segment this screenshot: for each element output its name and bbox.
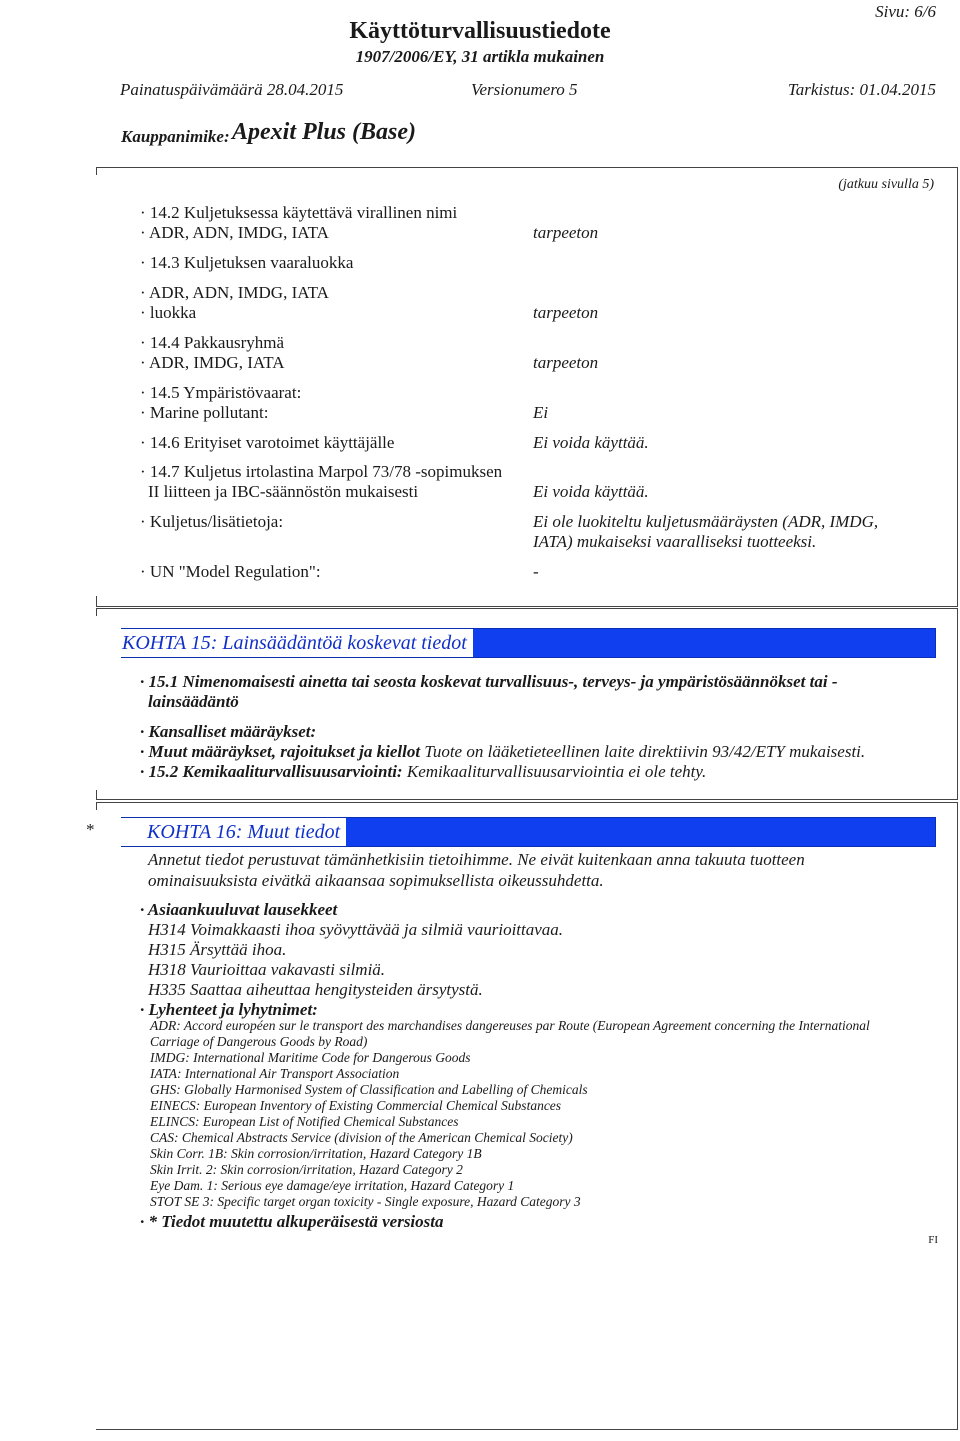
row-14-3-class: · luokka [140, 303, 197, 322]
intro-line-2: ominaisuuksista eivätkä aikaansaa sopimuksellista oikeussuhdetta. [148, 871, 604, 890]
print-date: Painatuspäivämäärä 28.04.2015 [120, 80, 344, 99]
csa-label: · 15.2 Kemikaaliturvallisuusarviointi: [140, 762, 403, 781]
chemical-safety-assessment [140, 762, 706, 782]
abbr-skin-irrit: Skin Irrit. 2: Skin corrosion/irritation, Hazard Category 2 [150, 1162, 463, 1177]
language-code: FI [928, 1234, 938, 1246]
phrase-h314: H314 Voimakkaasti ihoa syövyttävää ja silmiä vaurioittavaa. [148, 920, 564, 939]
other-regulations [140, 742, 865, 762]
row-14-6-label: · 14.6 Erityiset varotoimet käyttäjälle [140, 433, 395, 452]
phrase-h318: H318 Vaurioittaa vakavasti silmiä. [148, 960, 386, 979]
section-16-title: KOHTA 16: Muut tiedot [121, 818, 346, 846]
abbr-adr: ADR: Accord européen sur le transport des marchandises dangereuses par Route (European Agreement concerning the International [150, 1018, 870, 1033]
box-edge [96, 608, 97, 616]
row-14-2-label: · 14.2 Kuljetuksessa käytettävä virallinen nimi [140, 203, 458, 222]
section-15-1-line1: · 15.1 Nimenomaisesti ainetta tai seosta koskevat turvallisuus-, terveys- ja ympäristösäännökset tai - [140, 672, 838, 691]
version-number: Versionumero 5 [471, 80, 578, 99]
relevant-phrases-label: · Asiaankuuluvat lausekkeet [140, 900, 338, 919]
change-marker: * [86, 820, 95, 839]
abbr-eye-dam: Eye Dam. 1: Serious eye damage/eye irritation, Hazard Category 1 [150, 1178, 515, 1193]
intro-line-1: Annetut tiedot perustuvat tämänhetkisiin tietoihimme. Ne eivät kuitenkaan anna takuuta tuotteen [148, 850, 805, 869]
row-14-5-value: Ei [533, 403, 549, 422]
other-regulations-text: Tuote on lääketieteellinen laite direktiivin 93/42/ETY mukaisesti. [424, 742, 866, 761]
phrase-h315: H315 Ärsyttää ihoa. [148, 940, 287, 959]
un-model-value: - [533, 562, 539, 581]
row-14-6-value: Ei voida käyttää. [533, 433, 649, 452]
continued-note: (jatkuu sivulla 5) [838, 177, 934, 192]
abbr-iata: IATA: International Air Transport Association [150, 1066, 400, 1081]
transport-info-value: Ei ole luokiteltu kuljetusmääräysten (ADR, IMDG, [533, 512, 879, 531]
document-title: Käyttöturvallisuustiedote [349, 18, 611, 44]
revision-date: Tarkistus: 01.04.2015 [787, 80, 936, 99]
document-subtitle: 1907/2006/EY, 31 artikla mukainen [355, 47, 605, 66]
abbr-skin-corr: Skin Corr. 1B: Skin corrosion/irritation, Hazard Category 1B [150, 1146, 482, 1161]
transport-info-value-2: IATA) mukaiseksi vaaralliseksi tuotteeksi. [533, 532, 817, 551]
national-regulations: · Kansalliset määräykset: [140, 722, 317, 741]
section-15-banner [121, 628, 936, 658]
trade-name-label: Kauppanimike: [121, 127, 230, 146]
abbr-adr-cont: Carriage of Dangerous Goods by Road) [150, 1034, 368, 1049]
page-number: Sivu: 6/6 [875, 2, 936, 21]
row-14-3-sub: · ADR, ADN, IMDG, IATA [140, 283, 329, 302]
row-14-7-label: · 14.7 Kuljetus irtolastina Marpol 73/78 -sopimuksen [140, 462, 503, 481]
abbr-cas: CAS: Chemical Abstracts Service (division of the American Chemical Society) [150, 1130, 573, 1145]
row-14-2-sub: · ADR, ADN, IMDG, IATA [140, 223, 329, 242]
box-edge [96, 167, 97, 175]
section-16-banner [121, 817, 936, 847]
row-14-3-value: tarpeeton [533, 303, 599, 322]
un-model-label: · UN "Model Regulation": [140, 562, 321, 581]
row-14-4-label: · 14.4 Pakkausryhmä [140, 333, 285, 352]
row-14-3-label: · 14.3 Kuljetuksen vaaraluokka [140, 253, 354, 272]
row-14-2-value: tarpeeton [533, 223, 599, 242]
row-14-7-sub: II liitteen ja IBC-säännöstön mukaisesti [148, 482, 419, 501]
box-edge [96, 802, 97, 810]
abbr-stot-se: STOT SE 3: Specific target organ toxicity - Single exposure, Hazard Category 3 [150, 1194, 581, 1209]
trade-name: Apexit Plus (Base) [232, 119, 416, 145]
changed-from-original: · * Tiedot muutettu alkuperäisestä versiosta [140, 1212, 444, 1231]
transport-info-label: · Kuljetus/lisätietoja: [140, 512, 284, 531]
section-15-1-line2: lainsäädäntö [148, 692, 239, 711]
row-14-5-sub: · Marine pollutant: [140, 403, 269, 422]
section-15-title: KOHTA 15: Lainsäädäntöä koskevat tiedot [121, 629, 473, 657]
abbr-ghs: GHS: Globally Harmonised System of Classification and Labelling of Chemicals [150, 1082, 588, 1097]
phrase-h335: H335 Saattaa aiheuttaa hengitysteiden ärsytystä. [148, 980, 483, 999]
box-edge [96, 596, 97, 606]
abbr-einecs: EINECS: European Inventory of Existing Commercial Chemical Substances [150, 1098, 562, 1113]
row-14-4-sub: · ADR, IMDG, IATA [140, 353, 285, 372]
abbreviations-label: · Lyhenteet ja lyhytnimet: [140, 1000, 318, 1019]
row-14-5-label: · 14.5 Ympäristövaarat: [140, 383, 302, 402]
other-regulations-label: · Muut määräykset, rajoitukset ja kiellot [140, 742, 421, 761]
abbr-elincs: ELINCS: European List of Notified Chemical Substances [150, 1114, 459, 1129]
row-14-4-value: tarpeeton [533, 353, 599, 372]
row-14-7-value: Ei voida käyttää. [533, 482, 649, 501]
csa-text: Kemikaaliturvallisuusarviointia ei ole tehty. [406, 762, 707, 781]
abbr-imdg: IMDG: International Maritime Code for Dangerous Goods [150, 1050, 471, 1065]
box-edge [96, 790, 97, 799]
